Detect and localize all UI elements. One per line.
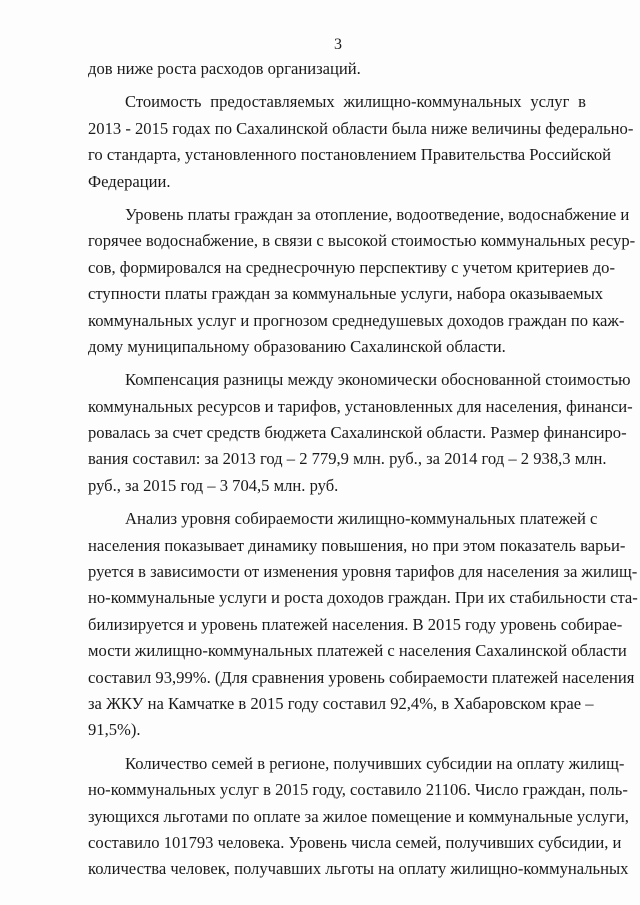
text-line: составило 101793 человека. Уровень числа семей, получивших субсидии, и bbox=[88, 832, 622, 852]
text-line: коммунальных ресурсов и тарифов, установленных для населения, финанси- bbox=[88, 396, 633, 416]
text-line: горячее водоснабжение, в связи с высокой стоимостью коммунальных ресур- bbox=[88, 231, 636, 251]
text-line: вания составил: за 2013 год – 2 779,9 млн. руб., за 2014 год – 2 938,3 млн. bbox=[88, 449, 607, 469]
text-line: дому муниципальному образованию Сахалинской области. bbox=[88, 336, 506, 356]
text-line: руется в зависимости от изменения уровня тарифов для населения за жилищ- bbox=[88, 562, 638, 582]
text-line: Федерации. bbox=[88, 171, 171, 191]
text-line: но-коммунальных услуг в 2015 году, составило 21106. Число граждан, поль- bbox=[88, 780, 628, 800]
text-line: ступности платы граждан за коммунальные услуги, набора оказываемых bbox=[88, 284, 604, 304]
text-line: 2013 - 2015 годах по Сахалинской области была ниже величины федерально- bbox=[88, 118, 634, 138]
page-number: 3 bbox=[334, 36, 342, 53]
text-line: коммунальных услуг и прогнозом среднедушевых доходов граждан по каж- bbox=[88, 310, 625, 330]
text-line: ровалась за счет средств бюджета Сахалинской области. Размер финансиро- bbox=[88, 423, 627, 443]
text-line: Стоимость предоставляемых жилищно-коммунальных услуг в bbox=[125, 92, 586, 112]
text-line: дов ниже роста расходов организаций. bbox=[88, 59, 361, 78]
text-line: составил 93,99%. (Для сравнения уровень собираемости платежей населения bbox=[88, 667, 635, 687]
text-line: сов, формировался на среднесрочную перспективу с учетом критериев до- bbox=[88, 257, 615, 277]
text-line: населения показывает динамику повышения, но при этом показатель варьи- bbox=[88, 535, 626, 555]
text-line: мости жилищно-коммунальных платежей с населения Сахалинской области bbox=[88, 641, 627, 661]
text-line: зующихся льготами по оплате за жилое помещение и коммунальные услуги, bbox=[88, 806, 629, 826]
text-line: го стандарта, установленного постановлением Правительства Российской bbox=[88, 145, 612, 165]
text-line: количества человек, получавших льготы на оплату жилищно-коммунальных bbox=[88, 859, 629, 879]
text-line: Анализ уровня собираемости жилищно-коммунальных платежей с bbox=[125, 509, 598, 529]
text-line: 91,5%). bbox=[88, 720, 141, 740]
document-body bbox=[88, 56, 638, 883]
text-line: за ЖКУ на Камчатке в 2015 году составил 92,4%, в Хабаровском крае – bbox=[88, 693, 594, 713]
text-line: Уровень платы граждан за отопление, водоотведение, водоснабжение и bbox=[125, 204, 630, 224]
text-line: билизируется и уровень платежей населения. В 2015 году уровень собирае- bbox=[88, 614, 623, 634]
text-line: руб., за 2015 год – 3 704,5 млн. руб. bbox=[88, 475, 339, 495]
text-line: Количество семей в регионе, получивших субсидии на оплату жилищ- bbox=[125, 753, 625, 773]
text-line: Компенсация разницы между экономически обоснованной стоимостью bbox=[125, 370, 631, 390]
text-line: но-коммунальные услуги и роста доходов граждан. При их стабильности ста- bbox=[88, 588, 638, 608]
